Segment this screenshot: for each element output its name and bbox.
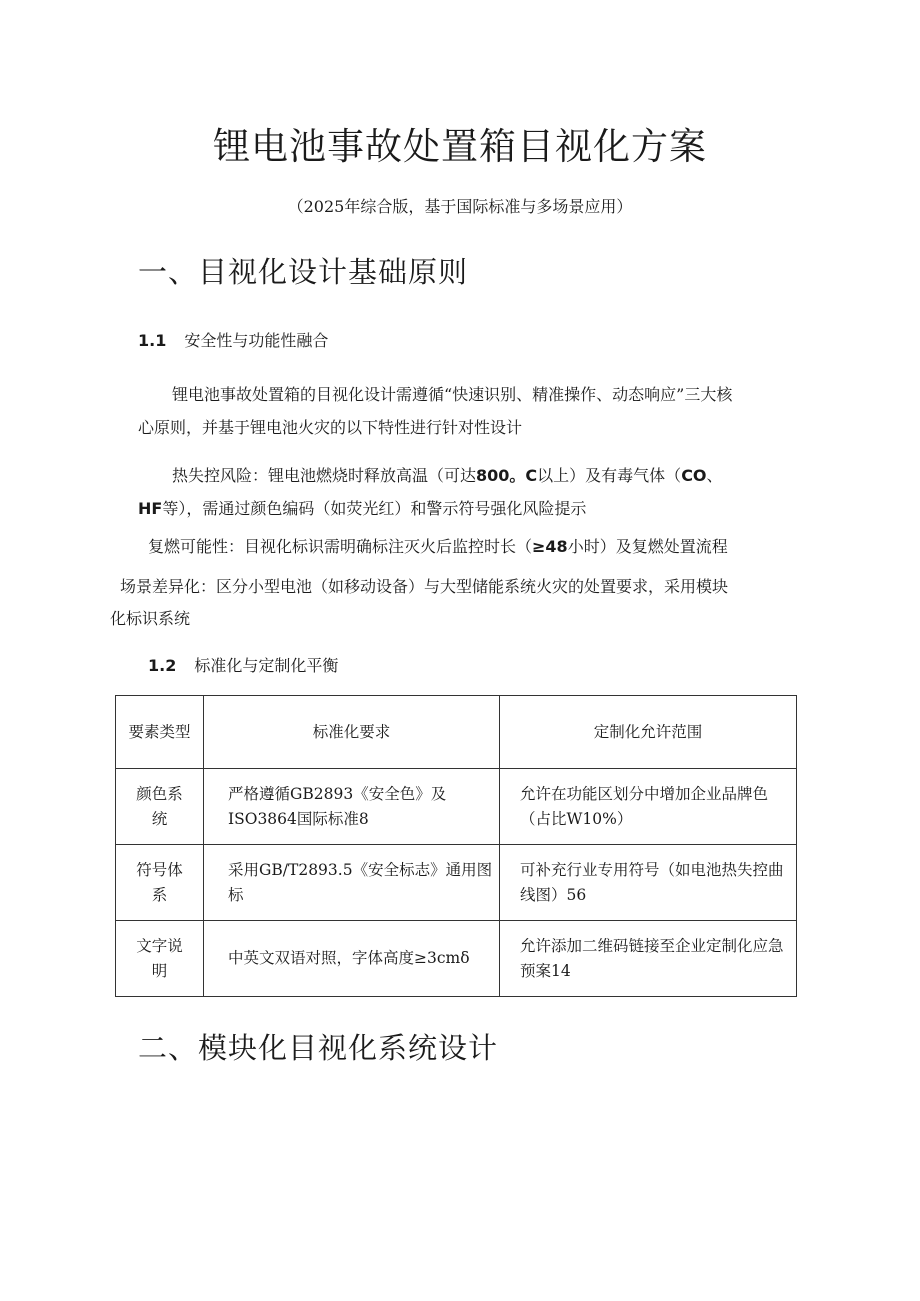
thermal-text-line2: 等），需通过颜色编码（如荧光红）和警示符号强化风险提示	[162, 499, 587, 518]
hf-gas-label: HF	[138, 499, 163, 518]
cell-custom: 允许在功能区划分中增加企业品牌色（占比W10%）	[500, 769, 797, 845]
table-row	[116, 769, 797, 845]
table-header-row	[116, 696, 797, 769]
intro-paragraph-line-2: 心原则，并基于锂电池火灾的以下特性进行针对性设计	[138, 418, 523, 437]
thermal-text-a: 热失控风险：锂电池燃烧时释放高温（可达	[172, 466, 477, 485]
header-custom: 定制化允许范围	[500, 696, 797, 769]
cell-standard: 中英文双语对照，字体高度≥3cmδ	[204, 921, 500, 997]
table-row	[116, 845, 797, 921]
cell-type: 文字说明	[116, 921, 204, 997]
temperature-value: 800。C	[476, 466, 538, 485]
reignite-text-b: 小时）及复燃处置流程	[567, 537, 728, 556]
scenario-line-1: 场景差异化：区分小型电池（如移动设备）与大型储能系统火灾的处置要求，采用模块	[120, 577, 729, 596]
reignite-text-a: 复燃可能性：目视化标识需明确标注灭火后监控时长（	[148, 537, 533, 556]
cell-standard: 严格遵循GB2893《安全色》及ISO3864国际标准8	[204, 769, 500, 845]
thermal-text-c: 、	[706, 466, 723, 485]
co-gas-label: CO	[681, 466, 707, 485]
header-standard: 标准化要求	[204, 696, 500, 769]
monitor-hours-value: ≥48	[532, 537, 568, 556]
subsection-number: 1.1	[138, 331, 167, 350]
section-2-heading: 二、模块化目视化系统设计	[138, 1031, 499, 1065]
subsection-label: 标准化与定制化平衡	[194, 656, 339, 675]
subsection-number: 1.2	[148, 656, 177, 675]
intro-paragraph-line-1: 锂电池事故处置箱的目视化设计需遵循“快速识别、精准操作、动态响应”三大核	[172, 385, 733, 404]
document-subtitle: （2025年综合版，基于国际标准与多场景应用）	[287, 197, 633, 216]
cell-standard: 采用GB/T2893.5《安全标志》通用图标	[204, 845, 500, 921]
header-element-type: 要素类型	[116, 696, 204, 769]
thermal-risk-line-1	[172, 458, 723, 493]
thermal-text-b: 以上）及有毒气体（	[537, 466, 682, 485]
thermal-risk-line-2	[138, 491, 586, 526]
reignite-line	[148, 529, 728, 564]
subsection-1-2-heading	[148, 653, 338, 676]
cell-type: 符号体系	[116, 845, 204, 921]
scenario-line-2: 化标识系统	[110, 609, 191, 628]
standard-custom-table	[115, 695, 797, 997]
subsection-label: 安全性与功能性融合	[184, 331, 329, 350]
table-row	[116, 921, 797, 997]
cell-type: 颜色系统	[116, 769, 204, 845]
document-title: 锂电池事故处置箱目视化方案	[213, 125, 707, 168]
cell-custom: 可补充行业专用符号（如电池热失控曲线图）56	[500, 845, 797, 921]
cell-custom: 允许添加二维码链接至企业定制化应急预案14	[500, 921, 797, 997]
subsection-1-1-heading	[138, 328, 328, 351]
section-1-heading: 一、目视化设计基础原则	[138, 255, 469, 289]
